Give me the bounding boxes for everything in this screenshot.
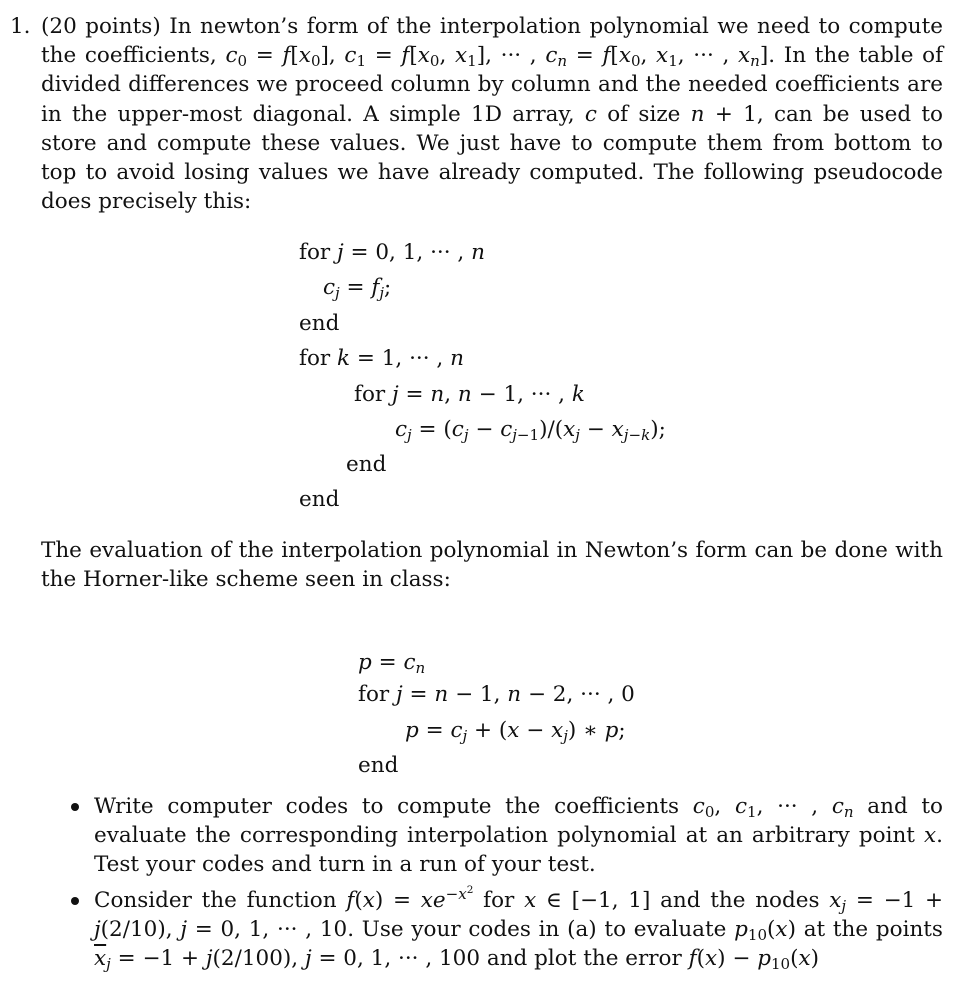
code-line-4: for k = 1, ··· , n bbox=[299, 346, 464, 371]
intro-text-c: of size bbox=[607, 101, 681, 127]
code-line-2: $c_j = f_j$; bbox=[323, 275, 392, 302]
code-line-6: $c_j = (c_j - c_{j-1})/(x_j - x_{j-k})$; bbox=[395, 417, 666, 444]
points-label: (20 points) bbox=[41, 14, 161, 39]
intro-paragraph bbox=[41, 12, 943, 216]
code-line-3: end bbox=[299, 311, 340, 336]
intro-text-d: , can be used to store and compute these values. We just have to compute them from bottom to top to avoid losing values we have already computed. The following pseudocode does precisely this: bbox=[41, 101, 943, 215]
intro-text-b: In the table of divided differences we proceed column by column and the needed coefficients are in the upper-most diagonal. A simple 1D array, bbox=[41, 43, 944, 127]
bullet-item-2: Consider the function $f(x) = xe^{-x^2}$ for x ∈ [−1, 1] and the nodes $x_j = -1 + j(2/10)$, j = 0, 1, ··· , 10. Use your codes in (a) to evaluate $p_{10}(x)$ at the points $\overline{x}_j = -1 + j(2/100)$, j = 0, 1, ··· , 100 and plot the error $f(x) - p_{10}(x)$ bbox=[94, 883, 944, 974]
horner-line-2: for j = n − 1, n − 2, ··· , 0 bbox=[358, 682, 635, 707]
intro-text-a: In newton’s form of the interpolation polynomial we need to compute the coefficients, bbox=[41, 14, 943, 69]
code-line-7: end bbox=[346, 452, 387, 477]
bullet-item-1: Write computer codes to compute the coefficients $c_0$, $c_1$, ··· , $c_n$ and to evaluate the corresponding interpolation polynomial at an arbitrary point x. Test your codes and turn in a run of your test. bbox=[94, 794, 943, 878]
horner-line-4: end bbox=[358, 753, 399, 778]
coefficients-formula: $c_0 = f[x_0]$, $c_1 = f[x_0$, $x_1$], ··· , $c_n = f[x_0$, $x_1$, ··· , $x_n$]. bbox=[225, 43, 776, 70]
code-line-1: for j = 0, 1, ··· , n bbox=[299, 240, 485, 265]
horner-paragraph: The evaluation of the interpolation polynomial in Newton’s form can be done with the Horner-like scheme seen in class: bbox=[41, 538, 943, 593]
bullet-dot-2 bbox=[71, 897, 79, 905]
horner-line-3: $p = c_j + (x - x_j)$ ∗ p; bbox=[405, 718, 626, 745]
code-line-8: end bbox=[299, 487, 340, 512]
array-size-formula: n + 1 bbox=[690, 101, 757, 127]
code-line-5: for j = n, n − 1, ··· , k bbox=[354, 382, 585, 407]
horner-line-1: $p = c_n$ bbox=[358, 650, 426, 677]
array-c-symbol: c bbox=[584, 101, 597, 127]
bullet-dot-1 bbox=[71, 803, 79, 811]
problem-number: 1. bbox=[10, 14, 31, 39]
